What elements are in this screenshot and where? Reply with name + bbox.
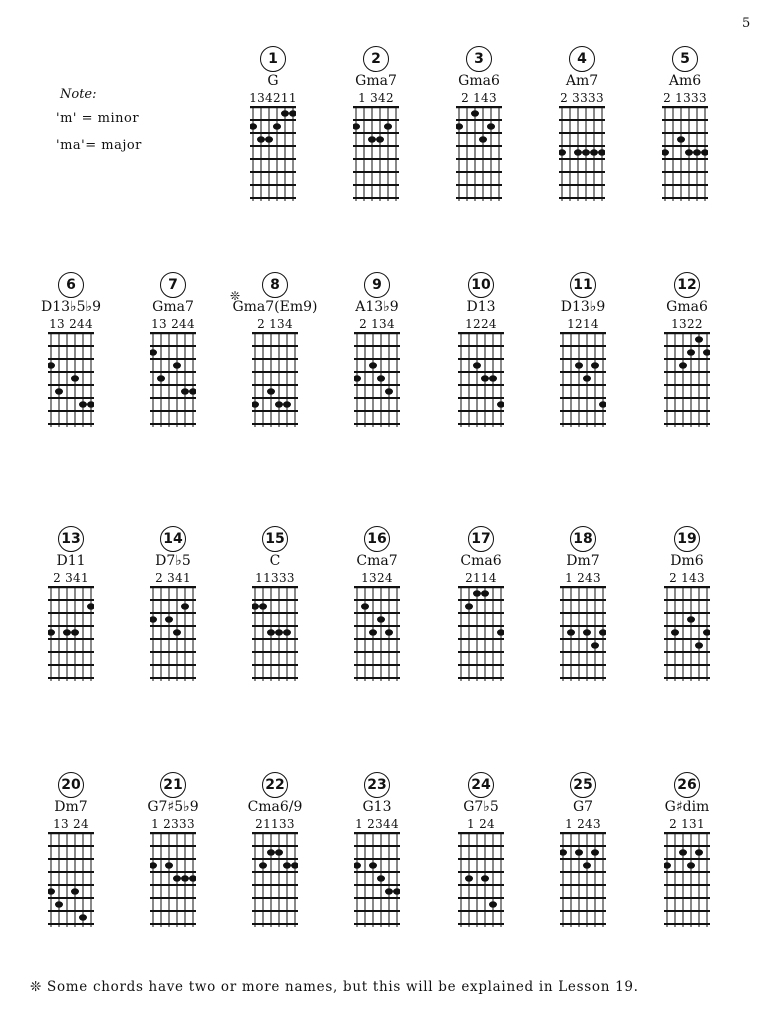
fretboard-diagram [456,106,502,201]
finger-dot [687,349,695,355]
finger-dot [267,849,275,855]
finger-dot [150,616,157,622]
chord-fingering: 1214 [567,317,599,331]
chord-number: 25 [570,772,596,798]
chord-fingering: 2 131 [669,817,705,831]
finger-dot [559,149,566,155]
finger-dot [575,362,583,368]
fretboard-diagram [458,586,504,681]
chord-name: D11 [56,553,86,569]
finger-dot [695,849,703,855]
chord-fingering: 2 1333 [663,91,707,105]
chord-fingering: 134211 [249,91,297,105]
chord-name: Dm7 [54,799,88,815]
footnote: ❊ Some chords have two or more names, but this will be explained in Lesson 19. [30,979,639,995]
chord-fingering: 2 134 [359,317,395,331]
chord-fingering: 2 143 [669,571,705,585]
chord-fingering: 2 341 [155,571,191,585]
finger-dot [257,136,265,142]
fretboard-diagram [252,332,298,427]
finger-dot [574,149,582,155]
finger-dot [71,375,79,381]
fretboard-diagram [458,332,504,427]
chord-fingering: 1 342 [358,91,394,105]
finger-dot [481,875,489,881]
finger-dot [267,629,275,635]
chord-name: Dm6 [670,553,704,569]
finger-dot [377,875,385,881]
fretboard-diagram [252,832,298,927]
chord-number: 8 [262,272,288,298]
fretboard-diagram [662,106,708,201]
finger-dot [671,629,679,635]
chord-number: 16 [364,526,390,552]
finger-dot [664,862,671,868]
fretboard-diagram [560,332,606,427]
chord-number: 4 [569,46,595,72]
finger-dot [150,349,157,355]
fretboard-diagram [559,106,605,201]
finger-dot [361,603,369,609]
finger-dot [685,149,693,155]
finger-dot [598,149,605,155]
fretboard-diagram [560,832,606,927]
finger-dot [583,862,591,868]
finger-dot [591,849,599,855]
chord-number: 7 [160,272,186,298]
finger-dot [567,629,575,635]
chord-number: 2 [363,46,389,72]
finger-dot [489,901,497,907]
note-minor: 'm' = minor [56,111,140,126]
finger-dot [687,616,695,622]
chord-fingering: 11333 [255,571,295,585]
finger-dot [369,362,377,368]
finger-dot [55,388,63,394]
chord-fingering: 2 134 [257,317,293,331]
fretboard-diagram [150,332,196,427]
finger-dot [55,901,63,907]
chord-number: 26 [674,772,700,798]
finger-dot [283,401,291,407]
finger-dot [252,401,259,407]
finger-dot [291,862,298,868]
chord-fingering: 1 243 [565,571,601,585]
chord-name: Am7 [565,73,599,89]
finger-dot [181,875,189,881]
finger-dot [456,123,463,129]
finger-dot [189,875,196,881]
finger-dot [48,629,55,635]
finger-dot [368,136,376,142]
finger-dot [173,629,181,635]
chord-name: Cma7 [356,553,398,569]
chord-fingering: 13 244 [49,317,93,331]
finger-dot [369,629,377,635]
chord-name: Cma6/9 [247,799,303,815]
finger-dot [591,642,599,648]
finger-dot [701,149,708,155]
finger-dot [385,629,393,635]
finger-dot [590,149,598,155]
chord-number: 19 [674,526,700,552]
finger-dot [695,336,703,342]
chord-number: 1 [260,46,286,72]
finger-dot [273,123,281,129]
finger-dot [481,590,489,596]
chord-name: Gma7 [152,299,194,315]
fretboard-diagram [353,106,399,201]
finger-dot [275,401,283,407]
chord-fingering: 2114 [465,571,497,585]
chord-number: 24 [468,772,494,798]
chord-number: 5 [672,46,698,72]
chord-number: 18 [570,526,596,552]
finger-dot [703,629,710,635]
fretboard-diagram [150,832,196,927]
finger-dot [165,616,173,622]
finger-dot [150,862,157,868]
finger-dot [473,590,481,596]
finger-dot [283,862,291,868]
finger-dot [385,888,393,894]
finger-dot [189,388,196,394]
finger-dot [79,914,87,920]
fretboard-diagram [664,586,710,681]
asterisk-mark: ❊ [230,289,241,303]
finger-dot [267,388,275,394]
fretboard-diagram [458,832,504,927]
chord-name: C [269,553,281,569]
finger-dot [377,375,385,381]
fretboard-diagram [354,832,400,927]
finger-dot [465,875,473,881]
chord-name: Gma6 [666,299,708,315]
finger-dot [582,149,590,155]
finger-dot [385,388,393,394]
chord-name: D13♭5♭9 [40,299,102,315]
finger-dot [289,110,296,116]
chord-name: G7 [572,799,594,815]
chord-name: Gma7(Em9) [232,299,318,315]
chord-fingering: 1224 [465,317,497,331]
finger-dot [48,362,55,368]
finger-dot [465,603,473,609]
finger-dot [71,888,79,894]
chord-name: D7♭5 [155,553,191,569]
chord-name: D13 [466,299,496,315]
finger-dot [173,875,181,881]
finger-dot [591,362,599,368]
chord-name: G [267,73,279,89]
chord-number: 3 [466,46,492,72]
fretboard-diagram [664,832,710,927]
finger-dot [687,862,695,868]
finger-dot [677,136,685,142]
finger-dot [679,849,687,855]
chord-number: 20 [58,772,84,798]
fretboard-diagram [48,586,94,681]
chord-name: A13♭9 [355,299,399,315]
fretboard-diagram [48,332,94,427]
chord-fingering: 1324 [361,571,393,585]
fretboard-diagram [664,332,710,427]
finger-dot [384,123,392,129]
finger-dot [275,849,283,855]
chord-name: Cma6 [460,553,502,569]
chord-number: 15 [262,526,288,552]
finger-dot [275,629,283,635]
finger-dot [48,888,55,894]
finger-dot [71,629,79,635]
chord-name: G7♯5♭9 [147,799,199,815]
finger-dot [393,888,400,894]
finger-dot [250,123,257,129]
finger-dot [281,110,289,116]
finger-dot [354,862,361,868]
finger-dot [662,149,669,155]
chord-number: 10 [468,272,494,298]
finger-dot [87,603,94,609]
finger-dot [599,401,606,407]
chord-number: 14 [160,526,186,552]
chord-number: 23 [364,772,390,798]
finger-dot [79,401,87,407]
finger-dot [497,401,504,407]
fretboard-diagram [354,332,400,427]
chord-fingering: 13 244 [151,317,195,331]
chord-fingering: 1 24 [467,817,495,831]
fretboard-diagram [354,586,400,681]
finger-dot [265,136,273,142]
finger-dot [259,862,267,868]
chord-name: Dm7 [566,553,600,569]
chord-name: G13 [362,799,392,815]
finger-dot [87,401,94,407]
finger-dot [560,849,567,855]
chord-number: 6 [58,272,84,298]
page-number: 5 [742,16,751,31]
chord-fingering: 2 341 [53,571,89,585]
chord-name: Am6 [668,73,702,89]
chord-fingering: 1 2333 [151,817,195,831]
chord-number: 22 [262,772,288,798]
chord-name: G7♭5 [463,799,499,815]
finger-dot [252,603,259,609]
chord-fingering: 1322 [671,317,703,331]
note-major: 'ma'= major [56,138,142,153]
fretboard-diagram [560,586,606,681]
chord-number: 13 [58,526,84,552]
finger-dot [165,862,173,868]
fretboard-diagram [48,832,94,927]
chord-number: 12 [674,272,700,298]
finger-dot [473,362,481,368]
finger-dot [695,642,703,648]
finger-dot [369,862,377,868]
finger-dot [583,375,591,381]
fretboard-diagram [150,586,196,681]
chord-number: 9 [364,272,390,298]
finger-dot [471,110,479,116]
chord-fingering: 21133 [255,817,295,831]
fretboard-diagram [250,106,296,201]
chord-fingering: 1 243 [565,817,601,831]
finger-dot [481,375,489,381]
chord-fingering: 1 2344 [355,817,399,831]
finger-dot [489,375,497,381]
finger-dot [575,849,583,855]
chord-name: D13♭9 [560,299,606,315]
chord-number: 21 [160,772,186,798]
finger-dot [487,123,495,129]
chord-number: 11 [570,272,596,298]
finger-dot [181,388,189,394]
finger-dot [283,629,291,635]
chord-name: Gma6 [458,73,500,89]
finger-dot [157,375,165,381]
finger-dot [63,629,71,635]
finger-dot [693,149,701,155]
chord-number: 17 [468,526,494,552]
fretboard-diagram [252,586,298,681]
finger-dot [376,136,384,142]
finger-dot [353,123,360,129]
chord-name: Gma7 [355,73,397,89]
finger-dot [679,362,687,368]
finger-dot [583,629,591,635]
finger-dot [479,136,487,142]
chord-fingering: 2 143 [461,91,497,105]
finger-dot [377,616,385,622]
finger-dot [173,362,181,368]
finger-dot [599,629,606,635]
note-title: Note: [60,87,97,102]
finger-dot [259,603,267,609]
chord-fingering: 2 3333 [560,91,604,105]
finger-dot [703,349,710,355]
finger-dot [497,629,504,635]
chord-fingering: 13 24 [53,817,89,831]
finger-dot [181,603,189,609]
finger-dot [354,375,361,381]
chord-name: G♯dim [664,799,710,815]
